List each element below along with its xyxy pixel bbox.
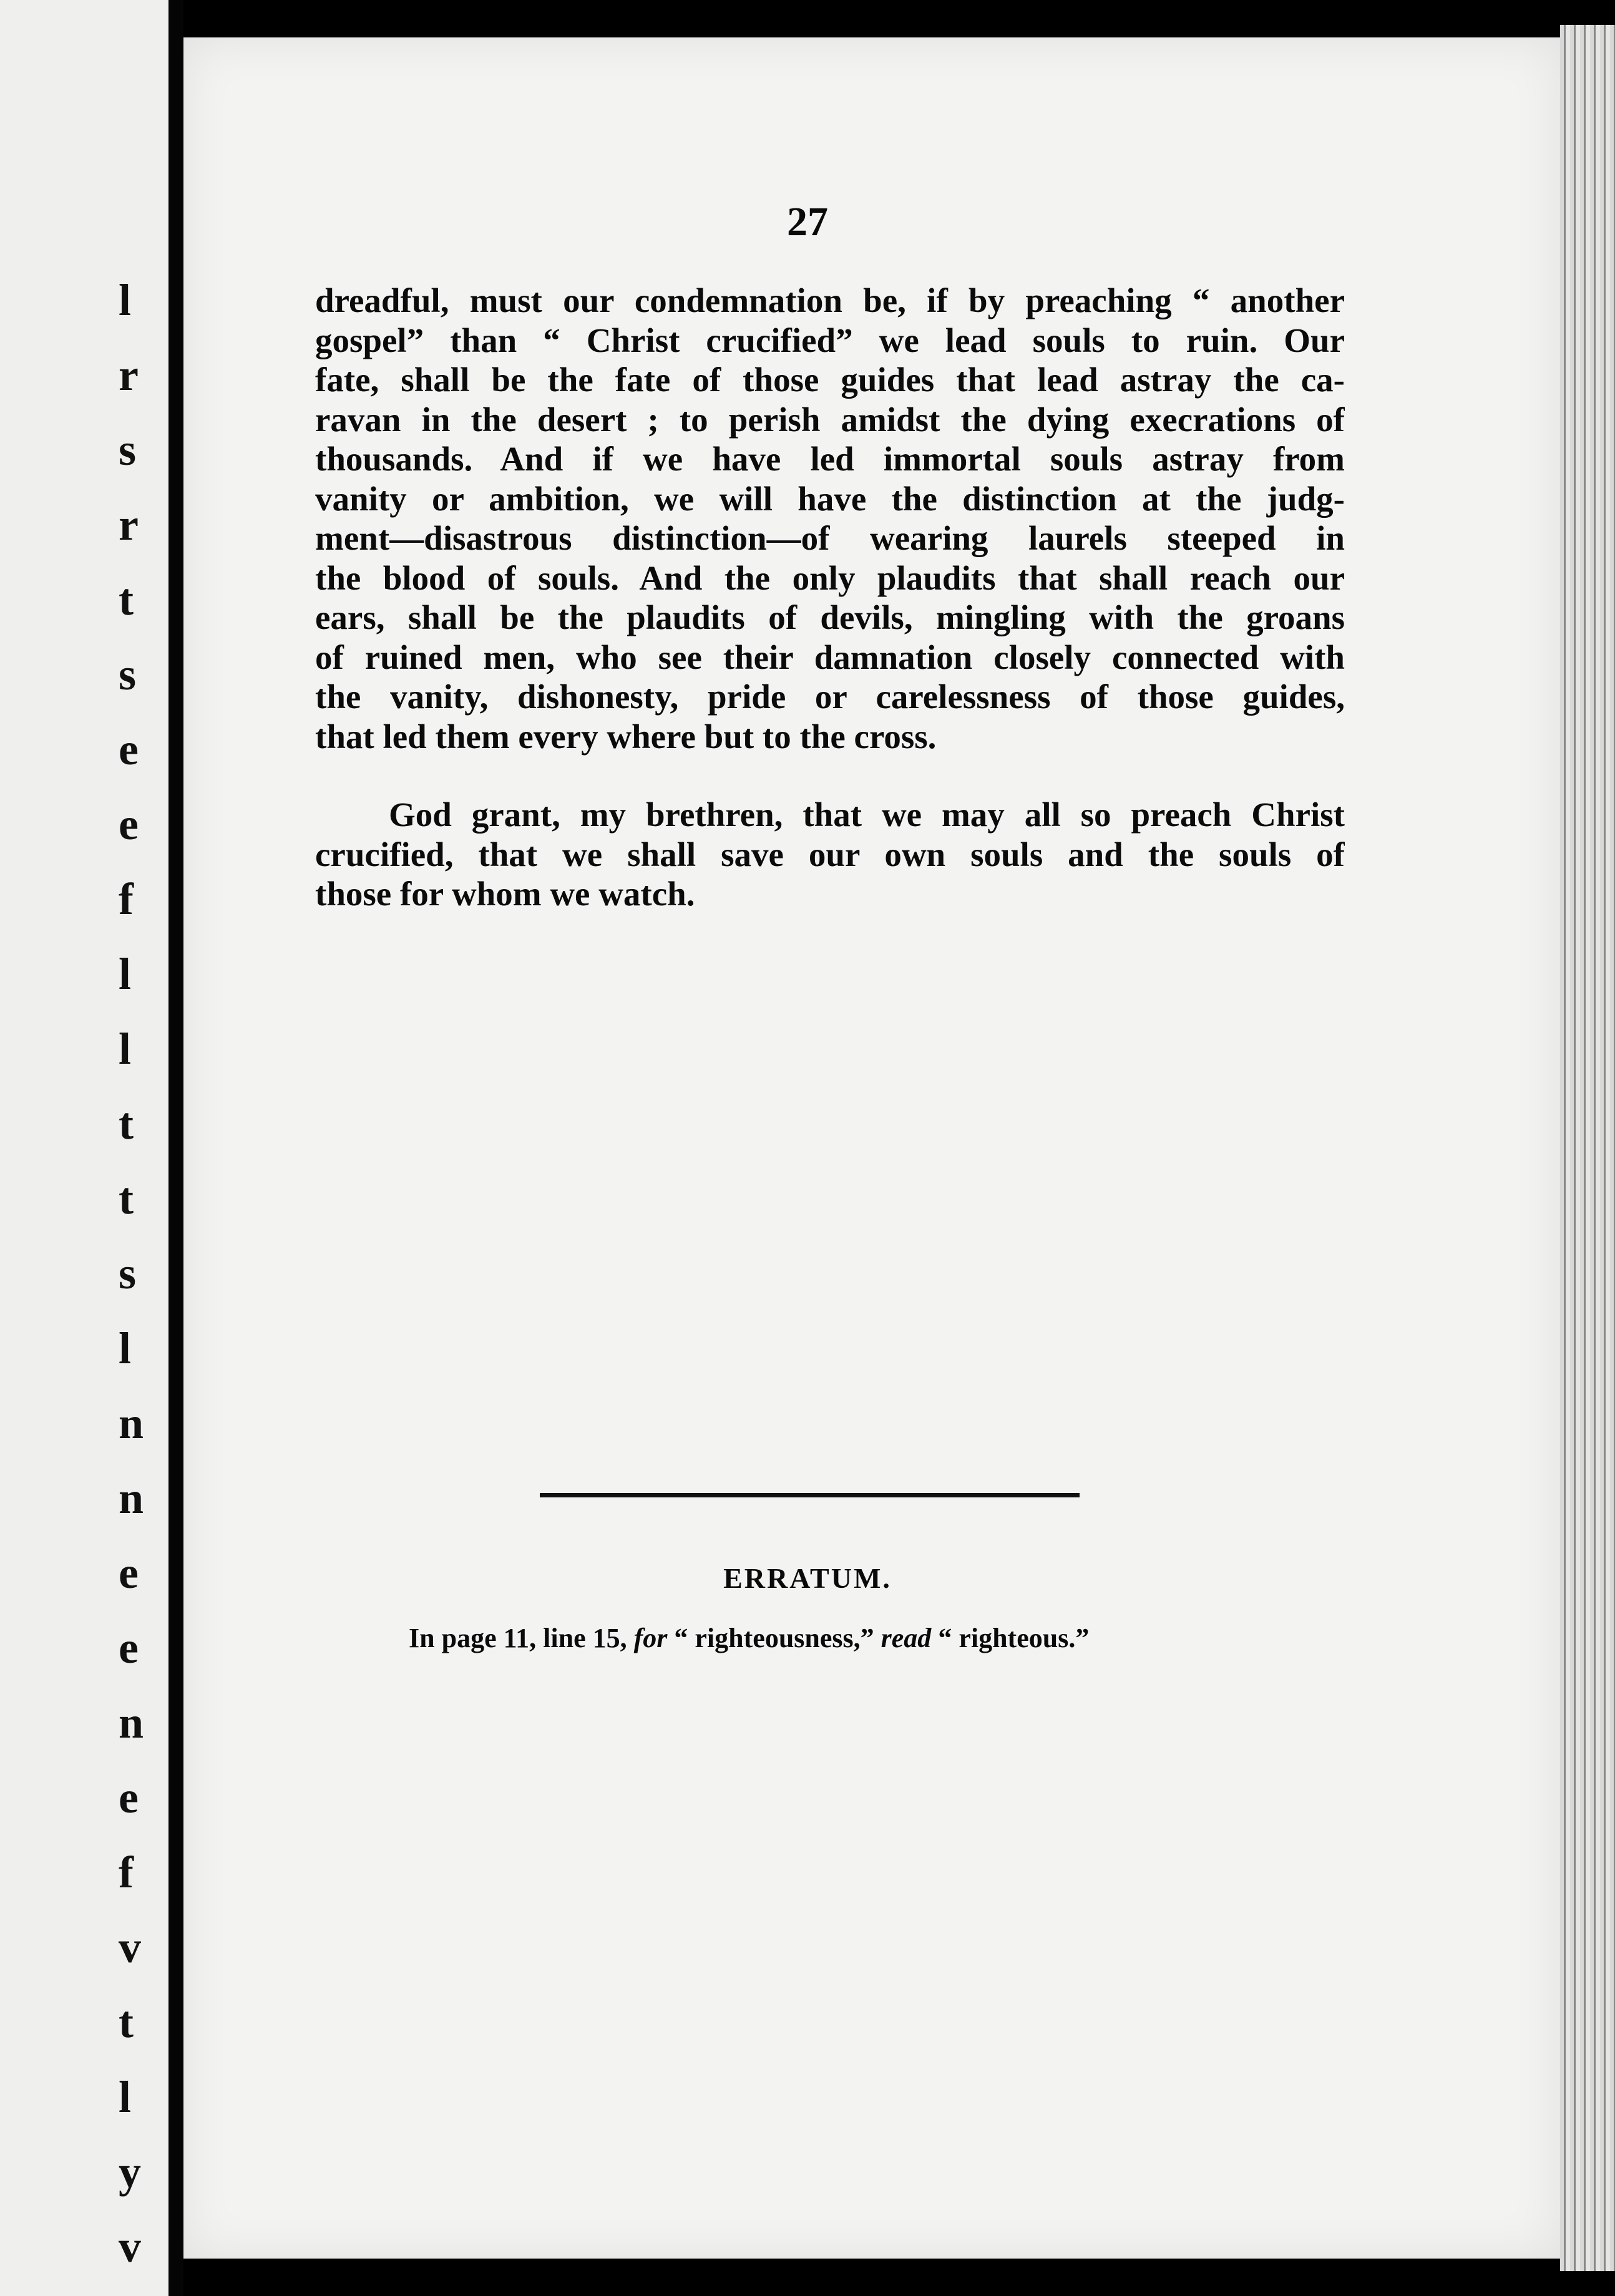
text-line: thousands. And if we have led immortal souls astray from [315, 440, 1345, 478]
facing-page-letter: t [119, 1174, 134, 1223]
facing-page-letter: n [119, 1398, 144, 1448]
book-gutter [168, 0, 183, 2296]
erratum-for: for [633, 1623, 668, 1653]
facing-page-letter: l [119, 275, 132, 325]
erratum-read: read [881, 1623, 932, 1653]
facing-page-letter: f [119, 874, 134, 924]
text-line: crucified, that we shall save our own souls and the souls of [315, 835, 1345, 873]
facing-page-letter: e [119, 1773, 139, 1822]
erratum-right: “ righteous.” [938, 1623, 1090, 1653]
facing-page-letter: l [119, 1024, 132, 1074]
facing-page-letter: t [119, 1099, 134, 1149]
text-line: the blood of souls. And the only plaudits that shall reach our [315, 558, 1345, 597]
facing-page-letter: s [119, 425, 137, 475]
facing-page-letter: v [119, 1922, 141, 1972]
facing-page-letter: f [119, 1847, 134, 1897]
facing-page-letter: e [119, 1623, 139, 1673]
erratum-prefix: In page 11, line 15, [409, 1623, 627, 1653]
text-line: vanity or ambition, we will have the distinction at the judg- [315, 479, 1345, 518]
text-line: dreadful, must our condemnation be, if by preaching “ another [315, 281, 1345, 319]
text-line: that led them every where but to the cross. [315, 717, 937, 756]
paragraph-gap [315, 756, 1345, 795]
facing-page-letter: s [119, 1248, 137, 1298]
facing-page-letter: r [119, 500, 139, 550]
text-line: the vanity, dishonesty, pride or carelessness of those guides, [315, 678, 1345, 716]
erratum-wrong: “ righteousness,” [674, 1623, 874, 1653]
facing-page-edge [0, 0, 168, 2296]
paragraph-1 [315, 281, 1345, 756]
facing-page-letters [119, 0, 168, 2296]
facing-page-letter: r [119, 350, 139, 400]
facing-page-letter: t [119, 1997, 134, 2047]
page-edges [1560, 25, 1615, 2271]
facing-page-letter: y [119, 2147, 141, 2197]
facing-page-letter: l [119, 1323, 132, 1373]
text-line: those for whom we watch. [315, 875, 695, 913]
erratum-note [409, 1622, 1282, 1654]
facing-page-letter: s [119, 649, 137, 699]
text-line: of ruined men, who see their damnation closely connected with [315, 638, 1345, 676]
text-line: ears, shall be the plaudits of devils, mingling with the groans [315, 598, 1345, 636]
text-line: God grant, my brethren, that we may all so preach Christ [389, 795, 1345, 834]
facing-page-letter: e [119, 724, 139, 774]
page-number: 27 [787, 199, 828, 245]
text-line: ravan in the desert ; to perish amidst the dying execrations of [315, 400, 1345, 439]
page-body [315, 281, 1345, 914]
facing-page-letter: n [119, 1698, 144, 1748]
text-line: ment—disastrous distinction—of wearing laurels steeped in [315, 519, 1345, 557]
facing-page-letter: n [119, 1473, 144, 1523]
facing-page-letter: e [119, 1548, 139, 1598]
facing-page-letter: v [119, 2222, 141, 2272]
facing-page-letter: t [119, 575, 134, 625]
facing-page-letter: e [119, 799, 139, 849]
horizontal-rule [540, 1493, 1080, 1497]
erratum-title: ERRATUM. [723, 1562, 892, 1594]
paragraph-2 [315, 795, 1345, 914]
facing-page-letter: l [119, 949, 132, 999]
text-line: gospel” than “ Christ crucified” we lead souls to ruin. Our [315, 321, 1345, 359]
text-line: fate, shall be the fate of those guides that lead astray the ca- [315, 361, 1345, 399]
facing-page-letter: l [119, 2072, 132, 2122]
